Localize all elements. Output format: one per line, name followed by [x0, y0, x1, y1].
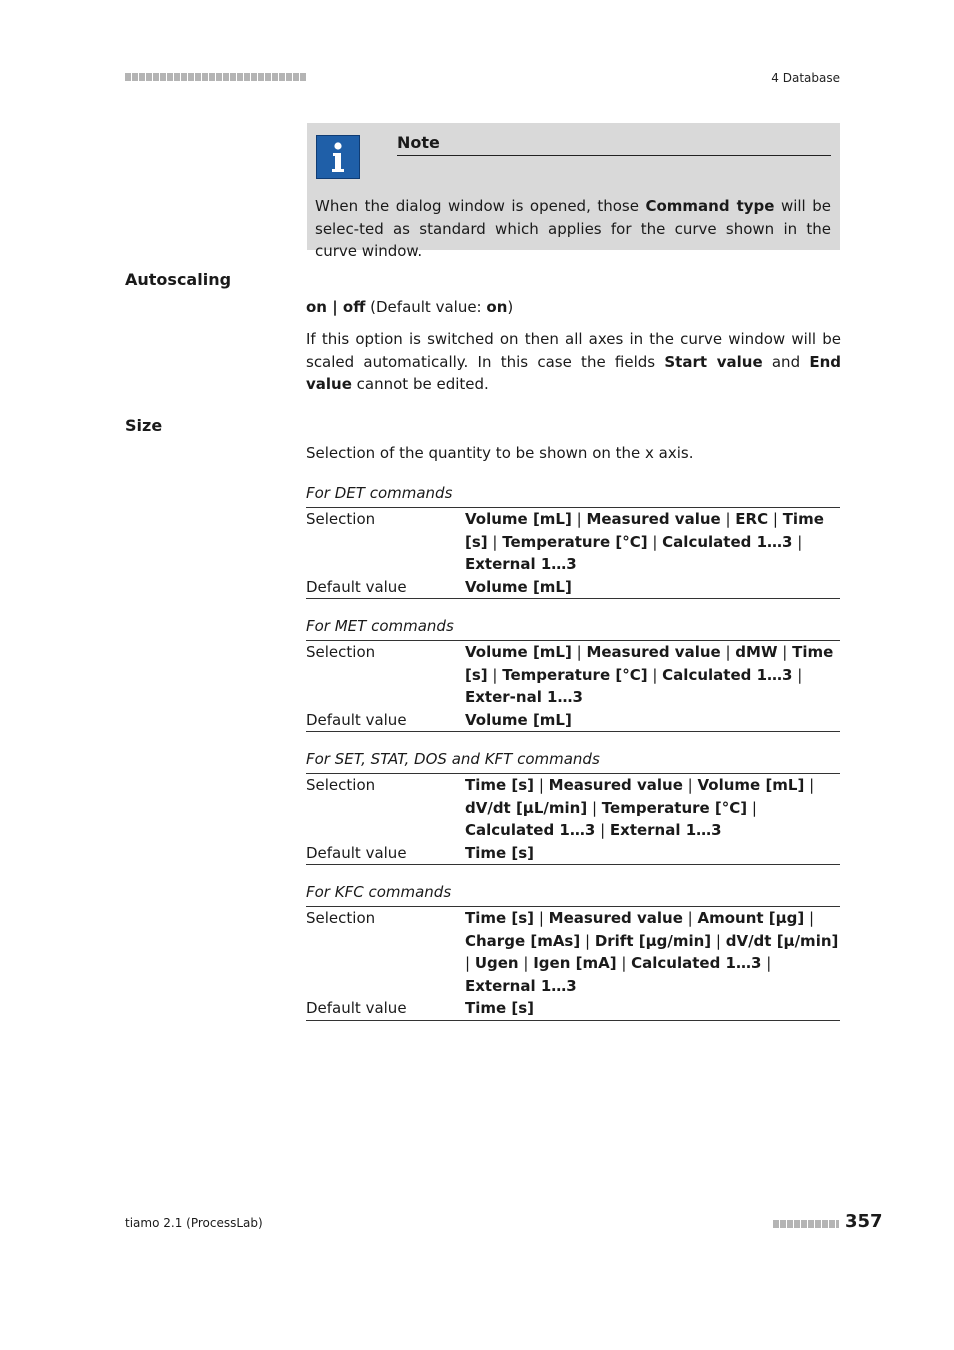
option-separator: | — [761, 954, 772, 972]
info-icon — [316, 135, 360, 179]
option-separator: | — [647, 665, 663, 684]
selection-option: dV/dt [µ/min] — [725, 931, 839, 950]
option-separator: | — [534, 909, 549, 927]
chapter-title: 4 Database — [771, 71, 840, 85]
autoscaling-heading: Autoscaling — [125, 270, 232, 289]
option-separator: | — [647, 532, 663, 551]
default-label: Default value — [306, 710, 407, 729]
selection-option: Exter-nal 1…3 — [465, 688, 583, 706]
selection-option: Igen [mA] — [533, 954, 617, 972]
note-text: When the dialog window is opened, those Command type will be selec-ted as standard which applies for the curve shown in the curve window. — [315, 197, 831, 260]
page-number: 357 — [845, 1211, 883, 1232]
default-label: Default value — [306, 843, 407, 862]
table-caption: For SET, STAT, DOS and KFT commands — [306, 750, 600, 768]
option-separator: | — [465, 954, 475, 972]
selection-option: Time [s] — [465, 776, 535, 794]
option-separator: | — [768, 510, 783, 528]
selection-option: Time [s] — [465, 510, 824, 551]
selection-option: Amount [µg] — [697, 909, 805, 927]
selection-option: dMW — [735, 643, 778, 661]
default-label: Default value — [306, 577, 407, 596]
selection-values — [465, 907, 840, 998]
option-separator: | — [616, 954, 632, 972]
table-caption: For DET commands — [306, 484, 453, 502]
selection-option: Time [s] — [465, 643, 834, 684]
selection-option: Calculated 1…3 — [631, 954, 762, 972]
option-separator: | — [587, 798, 602, 817]
option-separator: | — [534, 776, 549, 794]
option-separator: | — [518, 954, 534, 972]
autoscaling-description: If this option is switched on then all axes in the curve window will be scaled automatically. In this case the fields Start value and End value cannot be edited. — [306, 330, 842, 393]
default-value: Volume [mL] — [465, 577, 572, 596]
selection-option: Measured value — [548, 909, 683, 927]
option-separator: | — [595, 821, 610, 839]
selection-option: Drift [µg/min] — [594, 931, 712, 950]
selection-option: Calculated 1…3 — [662, 665, 793, 684]
selection-option: Measured value — [548, 776, 683, 794]
option-separator: | — [682, 909, 698, 927]
selection-option: External 1…3 — [609, 821, 722, 839]
selection-option: Volume [mL] — [465, 643, 572, 661]
selection-values — [465, 641, 840, 709]
selection-option: Ugen — [474, 954, 519, 972]
note-divider — [397, 155, 831, 156]
selection-option: Temperature [°C] — [502, 665, 648, 684]
selection-option: Volume [mL] — [465, 510, 572, 528]
selection-option: Charge [mAs] — [465, 931, 581, 950]
selection-values — [465, 774, 840, 842]
selection-option: ERC — [735, 510, 769, 528]
table-caption: For KFC commands — [306, 883, 452, 901]
selection-option: Temperature [°C] — [502, 532, 648, 551]
selection-option: External 1…3 — [465, 976, 577, 995]
default-value: Time [s] — [465, 843, 535, 862]
option-separator: | — [777, 643, 793, 661]
option-separator: | — [792, 532, 803, 551]
selection-option: Time [s] — [465, 909, 535, 927]
selection-label: Selection — [306, 909, 376, 927]
size-heading: Size — [125, 416, 163, 435]
option-separator: | — [720, 510, 736, 528]
default-label: Default value — [306, 999, 407, 1017]
option-separator: | — [747, 798, 757, 817]
option-separator: | — [487, 532, 503, 551]
note-title: Note — [397, 133, 440, 152]
selection-label: Selection — [306, 776, 376, 794]
selection-label: Selection — [306, 510, 376, 528]
size-description: Selection of the quantity to be shown on the x axis. — [306, 444, 694, 462]
footer-product: tiamo 2.1 (ProcessLab) — [125, 1216, 263, 1230]
default-value: Volume [mL] — [465, 710, 572, 729]
option-separator: | — [682, 776, 698, 794]
param-table — [306, 640, 840, 732]
param-table — [306, 507, 840, 599]
option-separator: | — [571, 643, 587, 661]
option-separator: | — [804, 776, 815, 794]
selection-option: Temperature [°C] — [601, 798, 748, 817]
autoscaling-options: on | off (Default value: on) — [306, 298, 514, 316]
default-value: Time [s] — [465, 999, 535, 1017]
option-separator: | — [711, 931, 726, 950]
option-separator: | — [720, 643, 736, 661]
param-table — [306, 773, 840, 865]
selection-option: Measured value — [586, 643, 721, 661]
header-decoration — [125, 73, 307, 81]
table-caption: For MET commands — [306, 617, 454, 635]
option-separator: | — [792, 665, 803, 684]
footer-decoration — [773, 1220, 839, 1228]
option-separator: | — [571, 510, 587, 528]
selection-option: Measured value — [586, 510, 721, 528]
selection-option: dV/dt [µL/min] — [465, 798, 588, 817]
selection-option: Calculated 1…3 — [465, 821, 596, 839]
param-table — [306, 906, 840, 1021]
selection-option: Calculated 1…3 — [662, 532, 793, 551]
selection-label: Selection — [306, 643, 376, 661]
option-separator: | — [580, 931, 595, 950]
selection-values — [465, 508, 840, 576]
note-box — [307, 123, 840, 260]
option-separator: | — [804, 909, 815, 927]
option-separator: | — [487, 665, 503, 684]
selection-option: External 1…3 — [465, 555, 577, 573]
selection-option: Volume [mL] — [697, 776, 805, 794]
